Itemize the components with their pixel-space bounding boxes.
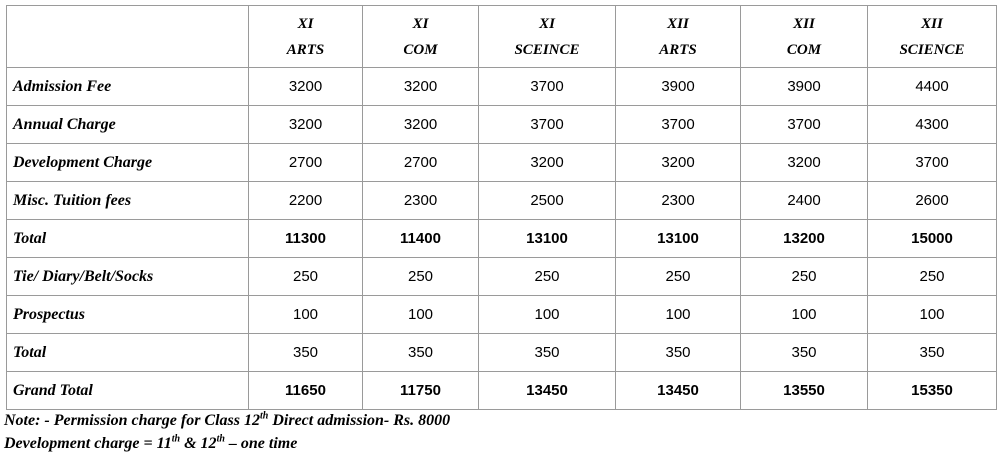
- table-row-tie-diary: [7, 258, 997, 296]
- cell-value: 250: [479, 258, 616, 296]
- cell-value: 11300: [249, 220, 363, 258]
- cell-value: 13450: [616, 372, 741, 410]
- header-class: XII: [921, 15, 943, 32]
- header-class: XII: [667, 15, 689, 32]
- cell-value: 350: [249, 334, 363, 372]
- table-row-annual-charge: [7, 106, 997, 144]
- row-label: Total: [7, 334, 249, 372]
- table-row-admission-fee: [7, 68, 997, 106]
- cell-value: 13200: [741, 220, 868, 258]
- cell-value: 2500: [479, 182, 616, 220]
- cell-value: 250: [363, 258, 479, 296]
- header-stream: ARTS: [286, 41, 325, 58]
- cell-value: 350: [363, 334, 479, 372]
- table-row-total-fees: [7, 220, 997, 258]
- header-col: [868, 6, 997, 68]
- cell-value: 3700: [741, 106, 868, 144]
- cell-value: 13550: [741, 372, 868, 410]
- note-superscript: th: [216, 433, 225, 445]
- row-label: Annual Charge: [7, 106, 249, 144]
- table-row-prospectus: [7, 296, 997, 334]
- cell-value: 3200: [479, 144, 616, 182]
- header-corner: [7, 6, 249, 68]
- cell-value: 2300: [616, 182, 741, 220]
- header-stream: COM: [786, 41, 822, 58]
- cell-value: 350: [741, 334, 868, 372]
- cell-value: 350: [616, 334, 741, 372]
- notes: [4, 409, 450, 455]
- cell-value: 100: [479, 296, 616, 334]
- row-label: Total: [7, 220, 249, 258]
- cell-value: 2400: [741, 182, 868, 220]
- cell-value: 13100: [479, 220, 616, 258]
- note-text: & 12: [180, 435, 217, 452]
- cell-value: 250: [741, 258, 868, 296]
- header-class: XI: [297, 15, 314, 32]
- cell-value: 3700: [479, 68, 616, 106]
- cell-value: 3200: [249, 106, 363, 144]
- cell-value: 3900: [616, 68, 741, 106]
- cell-value: 4400: [868, 68, 997, 106]
- cell-value: 2200: [249, 182, 363, 220]
- cell-value: 15350: [868, 372, 997, 410]
- table-row-total-misc: [7, 334, 997, 372]
- header-stream: SCEINCE: [514, 41, 580, 58]
- header-class: XII: [793, 15, 815, 32]
- cell-value: 350: [868, 334, 997, 372]
- cell-value: 15000: [868, 220, 997, 258]
- header-class: XI: [539, 15, 555, 32]
- cell-value: 3200: [363, 106, 479, 144]
- cell-value: 3200: [363, 68, 479, 106]
- note-text: – one time: [224, 435, 298, 452]
- note-development-charge: [4, 432, 450, 455]
- note-text: Note: - Permission charge for Class 12: [4, 412, 260, 429]
- cell-value: 11400: [363, 220, 479, 258]
- header-col: [363, 6, 479, 68]
- header-stream: ARTS: [659, 41, 697, 58]
- cell-value: 3200: [741, 144, 868, 182]
- header-col: [479, 6, 616, 68]
- row-label: Admission Fee: [7, 68, 249, 106]
- cell-value: 3200: [616, 144, 741, 182]
- table-row-development-charge: [7, 144, 997, 182]
- cell-value: 11750: [363, 372, 479, 410]
- cell-value: 2600: [868, 182, 997, 220]
- cell-value: 350: [479, 334, 616, 372]
- note-text: Development charge = 11: [4, 435, 172, 452]
- cell-value: 2700: [363, 144, 479, 182]
- cell-value: 3200: [249, 68, 363, 106]
- note-permission-charge: [4, 409, 450, 432]
- cell-value: 100: [741, 296, 868, 334]
- note-superscript: th: [260, 410, 269, 422]
- cell-value: 250: [249, 258, 363, 296]
- cell-value: 3900: [741, 68, 868, 106]
- cell-value: 100: [249, 296, 363, 334]
- cell-value: 3700: [479, 106, 616, 144]
- cell-value: 11650: [249, 372, 363, 410]
- cell-value: 2700: [249, 144, 363, 182]
- cell-value: 250: [616, 258, 741, 296]
- cell-value: 100: [363, 296, 479, 334]
- row-label: Tie/ Diary/Belt/Socks: [7, 258, 249, 296]
- header-col: [616, 6, 741, 68]
- header-class: XI: [412, 15, 429, 32]
- header-stream: COM: [403, 41, 438, 58]
- cell-value: 3700: [616, 106, 741, 144]
- cell-value: 13100: [616, 220, 741, 258]
- header-col: [741, 6, 868, 68]
- table-row-grand-total: [7, 372, 997, 410]
- header-row: [7, 6, 997, 68]
- fee-table: [6, 5, 997, 410]
- cell-value: 100: [868, 296, 997, 334]
- cell-value: 250: [868, 258, 997, 296]
- row-label: Misc. Tuition fees: [7, 182, 249, 220]
- cell-value: 13450: [479, 372, 616, 410]
- table-row-misc-tuition: [7, 182, 997, 220]
- cell-value: 3700: [868, 144, 997, 182]
- row-label: Development Charge: [7, 144, 249, 182]
- cell-value: 100: [616, 296, 741, 334]
- row-label: Grand Total: [7, 372, 249, 410]
- note-superscript: th: [171, 433, 181, 445]
- cell-value: 2300: [363, 182, 479, 220]
- cell-value: 4300: [868, 106, 997, 144]
- header-stream: SCIENCE: [899, 41, 965, 58]
- note-text: Direct admission- Rs. 8000: [268, 412, 451, 429]
- row-label: Prospectus: [7, 296, 249, 334]
- header-col: [249, 6, 363, 68]
